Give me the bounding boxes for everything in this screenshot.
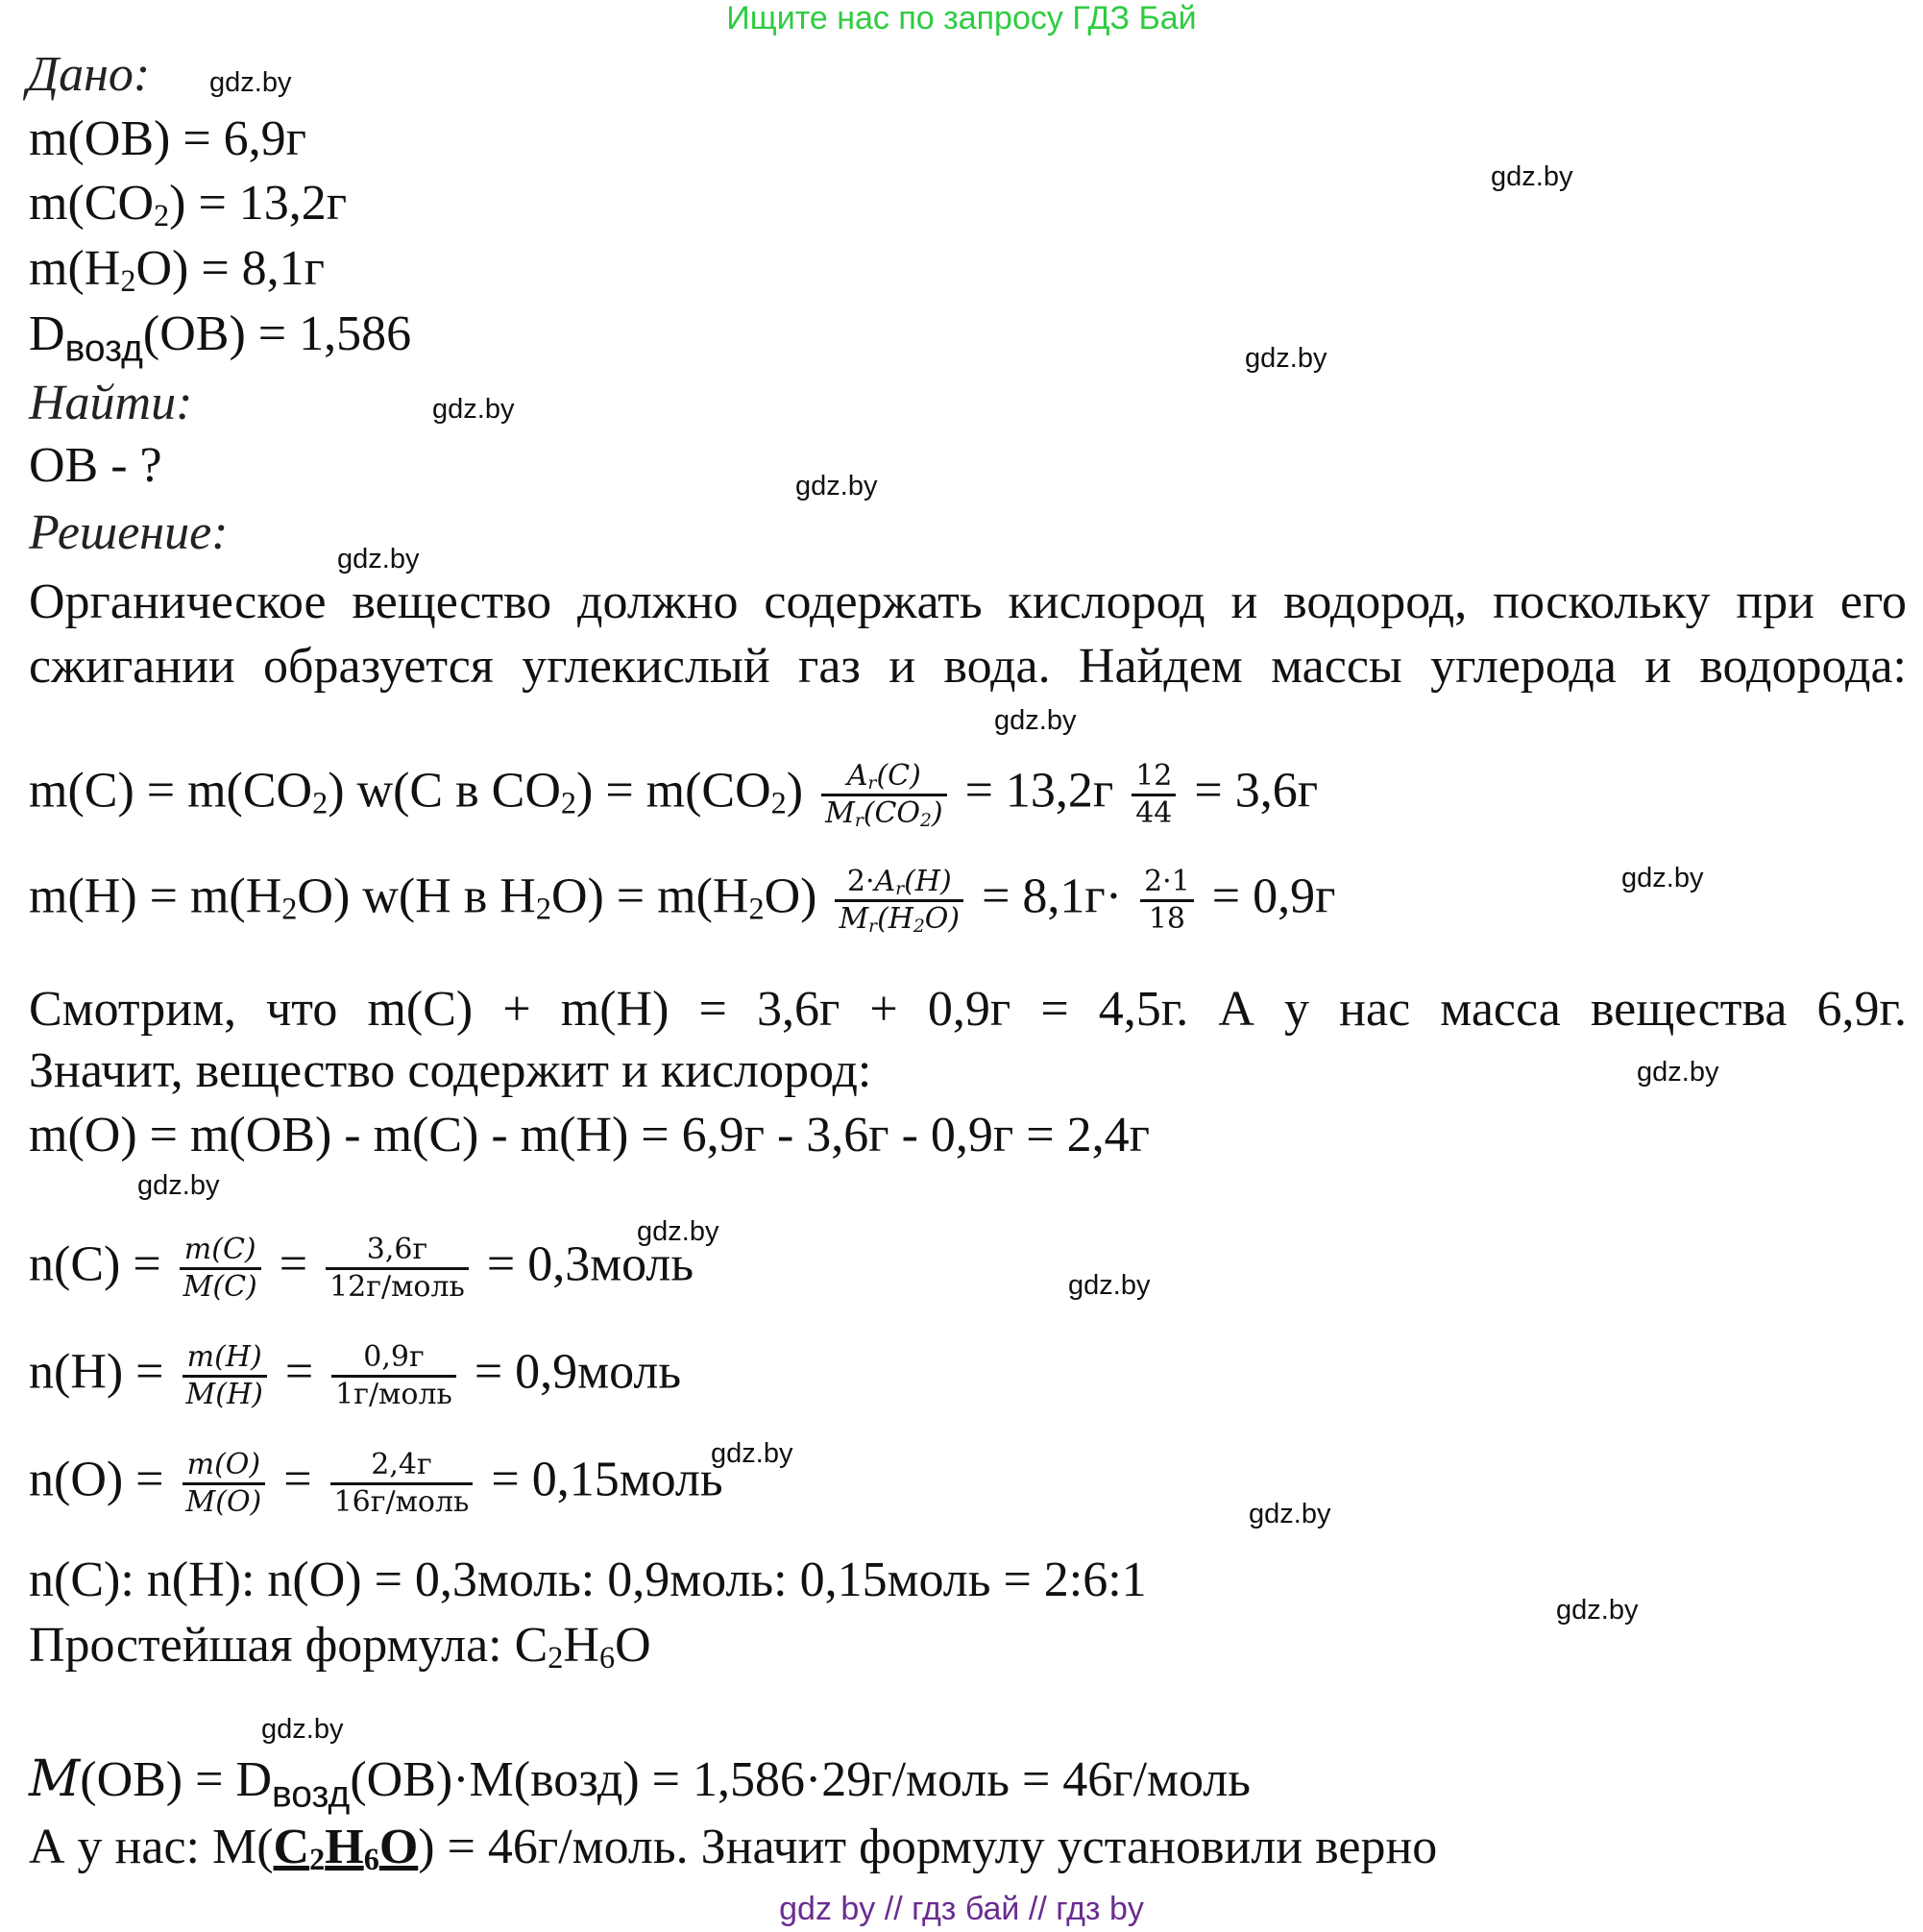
check-sum-text: Смотрим, что m(C) + m(H) = 3,6г + 0,9г = 4,5г. А у нас масса вещества 6,9г. (29, 982, 1907, 1037)
watermark: gdz.by (994, 705, 1077, 736)
solution-intro: Органическое вещество должно содержать кислород и водород, поскольку при его сжигании образуется углекислый газ и вода. Найдем массы углерода и водорода: (29, 575, 1907, 694)
find-target: OB - ? (29, 438, 162, 493)
watermark: gdz.by (1621, 863, 1704, 893)
fraction: $\frac{2\cdot A_r(H)}{M_r(H_2O)}$ (835, 865, 963, 937)
hydrogen-mass-equation: $m(H) = m(H_2O)$ w(H в $H_2O) = m(H_2O)$ $\frac{2\cdot A_r(H)}{M_r(H_2O)}$ = 8,1г· $\frac{2\cdot 1}{18}$ = 0,9г (29, 865, 1336, 938)
fraction: $\frac{m(H)}{M(H)}$ (183, 1340, 267, 1412)
given-heading: Дано: (27, 47, 151, 102)
watermark: gdz.by (261, 1714, 344, 1745)
watermark: gdz.by (711, 1438, 793, 1469)
watermark: gdz.by (337, 544, 420, 575)
watermark: gdz.by (137, 1170, 220, 1201)
fraction: $\frac{2,4г}{\text{16г/моль}}$ (330, 1448, 474, 1520)
given-mass-co2: $m(CO_2) = 13,2г$ (29, 176, 348, 233)
oxygen-note: Значит, вещество содержит и кислород: (29, 1043, 872, 1098)
simplest-formula: Простейшая формула: $C_2H_6O$ (29, 1618, 651, 1675)
molar-mass-equation: $M(OB) = D_{возд}(OB)\cdot M(возд)$ = 1,586·29г/моль = 46г/моль (29, 1750, 1251, 1816)
watermark: gdz.by (1556, 1595, 1639, 1626)
fraction: $\frac{A_r(C)}{M_r(CO_2)}$ (821, 759, 946, 831)
carbon-mass-equation: $m(C) = m(CO_2)$ w(C в $CO_2) = m(CO_2)$ $\frac{A_r(C)}{M_r(CO_2)}$ = 13,2г $\frac{12}{44}$ = 3,6г (29, 759, 1319, 832)
watermark: gdz.by (432, 394, 515, 425)
fraction: $\frac{3,6г}{\text{12г/моль}}$ (326, 1233, 469, 1305)
given-mass-h2o: $m(H_2O) = 8,1г$ (29, 241, 325, 299)
moles-oxygen: n(O) = $\frac{m(O)}{M(O)}$ = $\frac{2,4г}{\text{16г/моль}}$ = 0,15моль (29, 1448, 723, 1519)
given-mass-ov: m(OB) = 6,9г (29, 111, 306, 166)
oxygen-mass-equation: m(O) = m(OB) - m(C) - m(H) = 6,9г - 3,6г - 0,9г = 2,4г (29, 1108, 1150, 1162)
conclusion: А у нас: $M(C_2H_6O)$ = 46г/моль. Значит формулу установили верно (29, 1820, 1438, 1877)
fraction: $\frac{m(O)}{M(O)}$ (183, 1448, 266, 1520)
watermark: gdz.by (795, 471, 878, 501)
watermark: gdz.by (1491, 161, 1573, 192)
moles-carbon: n(C) = $\frac{m(C)}{M(C)}$ = $\frac{3,6г}{\text{12г/моль}}$ = 0,3моль (29, 1233, 694, 1304)
watermark: gdz.by (209, 67, 292, 98)
watermark: gdz.by (1068, 1270, 1151, 1301)
bottom-banner: gdz by // гдз бай // гдз by (779, 1891, 1144, 1927)
mole-ratio: n(C): n(H): n(O) = 0,3моль: 0,9моль: 0,15моль = 2:6:1 (29, 1553, 1147, 1607)
watermark: gdz.by (637, 1216, 719, 1247)
top-banner: Ищите нас по запросу ГДЗ Бай (726, 0, 1197, 37)
watermark: gdz.by (1637, 1057, 1719, 1088)
fraction: $\frac{12}{44}$ (1132, 759, 1176, 831)
watermark: gdz.by (1249, 1499, 1331, 1529)
fraction: $\frac{2\cdot 1}{18}$ (1140, 865, 1194, 937)
solution-heading: Решение: (29, 505, 229, 560)
moles-hydrogen: n(H) = $\frac{m(H)}{M(H)}$ = $\frac{0,9г}{\text{1г/моль}}$ = 0,9моль (29, 1340, 682, 1411)
given-density: $D_{возд}(OB) = 1,586$ (29, 306, 412, 370)
find-heading: Найти: (29, 376, 193, 430)
watermark: gdz.by (1245, 343, 1327, 374)
fraction: $\frac{m(C)}{M(C)}$ (180, 1233, 261, 1305)
fraction: $\frac{0,9г}{\text{1г/моль}}$ (331, 1340, 456, 1412)
